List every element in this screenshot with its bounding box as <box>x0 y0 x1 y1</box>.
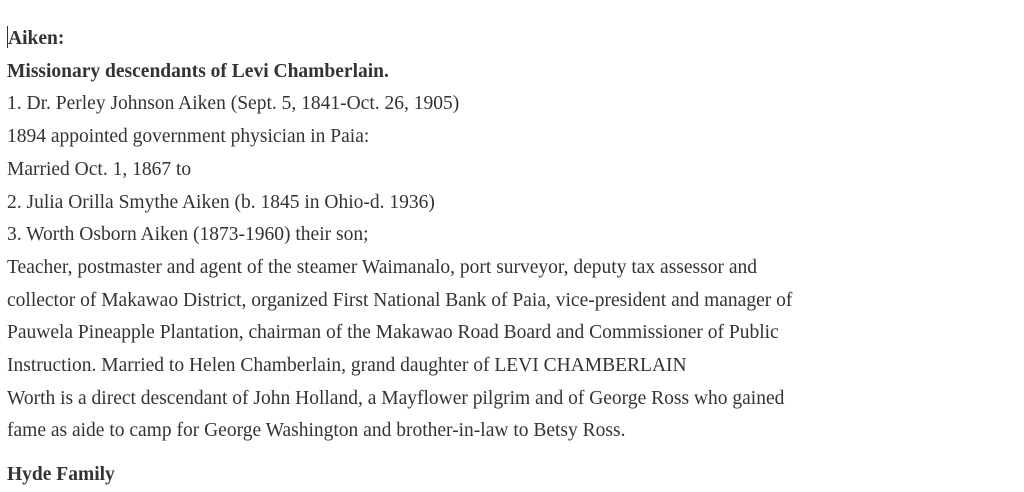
paragraph-line: collector of Makawao District, organized First National Bank of Paia, vice-president and manager of <box>7 289 793 311</box>
section-heading-text: Aiken: <box>8 28 65 49</box>
next-section-heading: Hyde Family <box>7 464 115 485</box>
paragraph-line: Worth is a direct descendant of John Holland, a Mayflower pilgrim and of George Ross who gained <box>7 387 785 409</box>
paragraph-line: 2. Julia Orilla Smythe Aiken (b. 1845 in Ohio-d. 1936) <box>7 191 435 213</box>
paragraph-line: 1894 appointed government physician in Paia: <box>7 126 370 148</box>
paragraph-line: Instruction. Married to Helen Chamberlain, grand daughter of LEVI CHAMBERLAIN <box>7 355 687 377</box>
paragraph-line: Teacher, postmaster and agent of the steamer Waimanalo, port surveyor, deputy tax assessor and <box>7 256 757 278</box>
section-heading <box>7 23 1012 56</box>
paragraph-line: 3. Worth Osborn Aiken (1873-1960) their son; <box>7 224 369 246</box>
paragraph-line: 1. Dr. Perley Johnson Aiken (Sept. 5, 1841-Oct. 26, 1905) <box>7 93 460 115</box>
paragraph-line: Married Oct. 1, 1867 to <box>7 158 192 180</box>
document-body[interactable] <box>7 23 1012 448</box>
paragraph-line: Pauwela Pineapple Plantation, chairman of the Makawao Road Board and Commissioner of Public <box>7 322 779 344</box>
paragraph-line: fame as aide to camp for George Washington and brother-in-law to Betsy Ross. <box>7 420 626 442</box>
section-subheading: Missionary descendants of Levi Chamberlain. <box>7 60 389 82</box>
